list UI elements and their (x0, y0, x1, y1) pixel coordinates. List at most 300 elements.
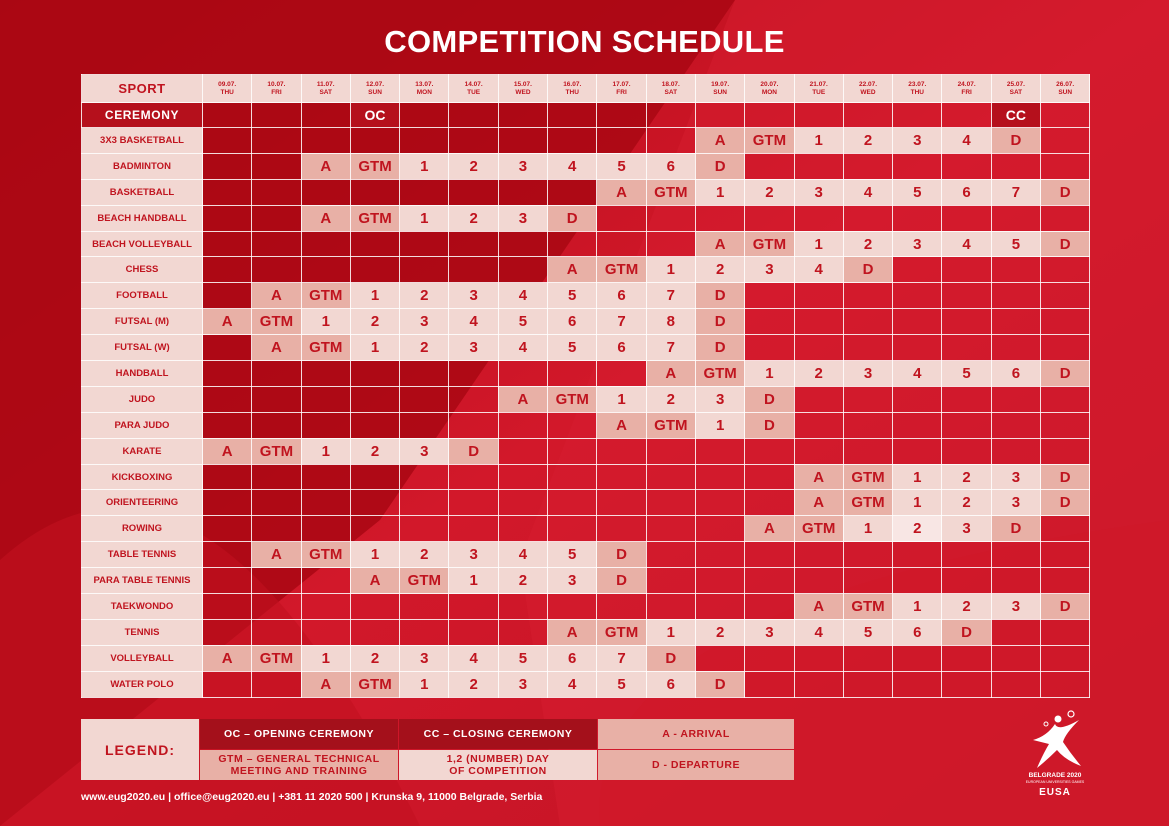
schedule-cell-empty (695, 103, 744, 128)
sport-row (82, 568, 1090, 594)
schedule-cell: 7 (597, 309, 646, 335)
sport-name: FUTSAL (W) (82, 335, 203, 361)
schedule-cell-empty (498, 594, 547, 620)
schedule-cell: A (548, 619, 597, 645)
day-header (695, 75, 744, 103)
schedule-cell-empty (893, 412, 942, 438)
schedule-cell-empty (252, 257, 301, 283)
schedule-cell: 3 (449, 335, 498, 361)
schedule-cell: 4 (498, 283, 547, 309)
schedule-cell: GTM (597, 619, 646, 645)
schedule-cell-empty (1041, 309, 1090, 335)
schedule-cell: 6 (548, 309, 597, 335)
schedule-cell: A (794, 594, 843, 620)
schedule-cell: 2 (449, 153, 498, 179)
schedule-cell: GTM (843, 490, 892, 516)
schedule-cell: 4 (794, 257, 843, 283)
schedule-cell-empty (203, 516, 252, 542)
schedule-cell: 2 (449, 205, 498, 231)
schedule-cell-empty (400, 257, 449, 283)
schedule-cell: D (843, 257, 892, 283)
sport-name: WATER POLO (82, 671, 203, 697)
schedule-cell: 3 (893, 128, 942, 154)
schedule-cell-empty (893, 386, 942, 412)
schedule-cell-empty (695, 516, 744, 542)
sport-name: KARATE (82, 438, 203, 464)
schedule-cell-empty (301, 231, 350, 257)
schedule-cell: 7 (597, 645, 646, 671)
schedule-cell-empty (252, 594, 301, 620)
schedule-cell: D (745, 386, 794, 412)
schedule-cell-empty (597, 103, 646, 128)
legend-arrival: A - ARRIVAL (598, 719, 794, 749)
schedule-cell-empty (843, 568, 892, 594)
schedule-cell-empty (991, 205, 1040, 231)
schedule-cell-empty (449, 619, 498, 645)
sport-row (82, 361, 1090, 387)
schedule-cell-empty (400, 128, 449, 154)
schedule-cell-empty (597, 490, 646, 516)
schedule-cell: 1 (843, 516, 892, 542)
day-weekday: SUN (368, 88, 382, 96)
schedule-cell: GTM (745, 231, 794, 257)
schedule-cell-empty (498, 179, 547, 205)
day-header (1041, 75, 1090, 103)
schedule-cell: 7 (991, 179, 1040, 205)
day-header (745, 75, 794, 103)
schedule-cell-empty (646, 516, 695, 542)
schedule-cell: 2 (400, 335, 449, 361)
schedule-cell-empty (203, 361, 252, 387)
schedule-cell: 1 (350, 335, 399, 361)
schedule-cell: 5 (548, 283, 597, 309)
schedule-cell-empty (548, 594, 597, 620)
schedule-cell: 5 (893, 179, 942, 205)
sport-name: CHESS (82, 257, 203, 283)
schedule-cell: D (991, 128, 1040, 154)
schedule-cell-empty (794, 283, 843, 309)
schedule-cell-empty (1041, 412, 1090, 438)
logo-subtitle: EUROPEAN UNIVERSITIES GAMES (1025, 780, 1085, 784)
schedule-cell-empty (942, 412, 991, 438)
schedule-cell-empty (991, 568, 1040, 594)
schedule-cell-empty (745, 542, 794, 568)
schedule-cell-empty (843, 671, 892, 697)
schedule-cell-empty (301, 619, 350, 645)
schedule-cell-empty (498, 231, 547, 257)
schedule-cell-empty (991, 542, 1040, 568)
schedule-cell: 1 (695, 179, 744, 205)
sport-name: BEACH VOLLEYBALL (82, 231, 203, 257)
schedule-cell-empty (695, 542, 744, 568)
sport-row (82, 205, 1090, 231)
day-header (350, 75, 399, 103)
schedule-cell-empty (203, 594, 252, 620)
schedule-cell: GTM (843, 594, 892, 620)
schedule-cell-empty (252, 671, 301, 697)
schedule-cell: 2 (794, 361, 843, 387)
day-weekday: WED (860, 88, 876, 96)
schedule-cell-empty (893, 671, 942, 697)
schedule-cell: 3 (449, 542, 498, 568)
schedule-cell-empty (1041, 542, 1090, 568)
schedule-cell: 2 (449, 671, 498, 697)
schedule-cell: 5 (991, 231, 1040, 257)
schedule-cell: 4 (548, 671, 597, 697)
day-weekday: MON (416, 88, 432, 96)
schedule-cell: 2 (695, 257, 744, 283)
sport-row (82, 335, 1090, 361)
schedule-cell: A (350, 568, 399, 594)
schedule-cell: 1 (794, 231, 843, 257)
schedule-cell-empty (942, 645, 991, 671)
schedule-cell-empty (301, 412, 350, 438)
day-date: 17.07. (612, 80, 631, 88)
sport-row (82, 542, 1090, 568)
schedule-cell-empty (991, 619, 1040, 645)
schedule-cell-empty (597, 128, 646, 154)
schedule-cell: A (203, 309, 252, 335)
schedule-cell-empty (991, 386, 1040, 412)
schedule-cell-empty (301, 490, 350, 516)
schedule-cell-empty (991, 412, 1040, 438)
schedule-cell-empty (449, 594, 498, 620)
schedule-cell-empty (449, 361, 498, 387)
schedule-cell-empty (942, 257, 991, 283)
day-date: 18.07. (661, 80, 680, 88)
day-header (843, 75, 892, 103)
schedule-cell: 1 (893, 464, 942, 490)
schedule-cell-empty (498, 464, 547, 490)
schedule-cell-empty (942, 153, 991, 179)
schedule-cell-empty (301, 103, 350, 128)
day-date: 25.07. (1006, 80, 1025, 88)
schedule-cell-empty (597, 464, 646, 490)
logo-city: BELGRADE 2020 (1028, 772, 1082, 779)
schedule-cell-empty (991, 309, 1040, 335)
schedule-cell-empty (1041, 386, 1090, 412)
schedule-cell-empty (548, 231, 597, 257)
schedule-cell: 3 (794, 179, 843, 205)
sport-name: VOLLEYBALL (82, 645, 203, 671)
legend-label: LEGEND: (81, 719, 199, 780)
schedule-cell: GTM (745, 128, 794, 154)
legend-opening-ceremony: OC – OPENING CEREMONY (200, 719, 398, 749)
sport-name: BADMINTON (82, 153, 203, 179)
schedule-cell: 1 (301, 309, 350, 335)
schedule-cell: A (301, 153, 350, 179)
schedule-cell: D (745, 412, 794, 438)
schedule-cell: 4 (843, 179, 892, 205)
day-weekday: SUN (713, 88, 727, 96)
day-weekday: SUN (1058, 88, 1073, 96)
schedule-cell-empty (1041, 257, 1090, 283)
day-date: 26.07. (1056, 80, 1075, 88)
schedule-cell-empty (203, 464, 252, 490)
schedule-cell: 3 (745, 257, 794, 283)
day-date: 15.07. (513, 80, 532, 88)
day-date: 13.07. (415, 80, 434, 88)
sport-name: JUDO (82, 386, 203, 412)
schedule-cell-empty (203, 542, 252, 568)
schedule-cell: 5 (548, 335, 597, 361)
schedule-cell: 1 (646, 619, 695, 645)
schedule-cell-empty (695, 645, 744, 671)
day-date: 16.07. (563, 80, 582, 88)
schedule-cell: 6 (646, 153, 695, 179)
schedule-cell-empty (991, 257, 1040, 283)
day-header (991, 75, 1040, 103)
schedule-cell-empty (745, 309, 794, 335)
schedule-cell-empty (646, 464, 695, 490)
schedule-cell: A (695, 231, 744, 257)
day-header (794, 75, 843, 103)
schedule-cell-empty (203, 179, 252, 205)
schedule-cell: D (1041, 464, 1090, 490)
schedule-cell-empty (942, 205, 991, 231)
schedule-cell: GTM (843, 464, 892, 490)
schedule-cell-empty (1041, 438, 1090, 464)
schedule-cell: A (301, 671, 350, 697)
schedule-cell-empty (597, 516, 646, 542)
day-date: 21.07. (809, 80, 828, 88)
schedule-cell-empty (745, 153, 794, 179)
schedule-cell-empty (548, 438, 597, 464)
schedule-cell-empty (350, 386, 399, 412)
schedule-cell-empty (794, 309, 843, 335)
schedule-cell-empty (794, 568, 843, 594)
schedule-cell: 3 (498, 153, 547, 179)
schedule-cell-empty (942, 309, 991, 335)
schedule-cell-empty (252, 619, 301, 645)
schedule-cell: D (1041, 361, 1090, 387)
schedule-cell: 3 (498, 671, 547, 697)
schedule-table (81, 74, 1090, 698)
schedule-cell-empty (252, 361, 301, 387)
schedule-cell-empty (400, 386, 449, 412)
schedule-cell: 3 (991, 594, 1040, 620)
schedule-cell-empty (794, 205, 843, 231)
schedule-cell-empty (400, 179, 449, 205)
schedule-cell: 2 (942, 464, 991, 490)
schedule-cell-empty (1041, 671, 1090, 697)
schedule-cell-empty (597, 231, 646, 257)
schedule-cell: A (646, 361, 695, 387)
schedule-cell-empty (942, 335, 991, 361)
schedule-cell-empty (695, 438, 744, 464)
schedule-cell-empty (252, 205, 301, 231)
schedule-cell: 2 (646, 386, 695, 412)
day-date: 19.07. (711, 80, 730, 88)
day-weekday: SAT (319, 88, 332, 96)
schedule-cell-empty (646, 542, 695, 568)
schedule-cell-empty (942, 542, 991, 568)
schedule-cell: GTM (646, 179, 695, 205)
schedule-cell: D (695, 283, 744, 309)
schedule-cell-empty (794, 103, 843, 128)
schedule-cell-empty (893, 309, 942, 335)
schedule-cell-empty (843, 205, 892, 231)
schedule-cell-empty (449, 464, 498, 490)
schedule-cell: A (794, 464, 843, 490)
schedule-cell: GTM (350, 205, 399, 231)
page-title: COMPETITION SCHEDULE (384, 24, 785, 59)
schedule-cell: A (745, 516, 794, 542)
schedule-cell: 5 (597, 671, 646, 697)
schedule-cell: 5 (942, 361, 991, 387)
schedule-cell: 1 (400, 205, 449, 231)
schedule-cell-empty (203, 335, 252, 361)
schedule-cell-empty (301, 464, 350, 490)
athlete-logo-icon (1025, 710, 1085, 770)
schedule-cell: GTM (252, 309, 301, 335)
schedule-cell: 1 (350, 283, 399, 309)
sport-row (82, 490, 1090, 516)
schedule-cell-empty (745, 283, 794, 309)
schedule-cell-empty (942, 438, 991, 464)
sport-row (82, 128, 1090, 154)
schedule-cell-empty (794, 386, 843, 412)
schedule-cell: D (597, 542, 646, 568)
schedule-cell-empty (400, 361, 449, 387)
day-weekday: TUE (467, 88, 481, 96)
schedule-cell: 2 (942, 490, 991, 516)
schedule-cell-empty (449, 257, 498, 283)
schedule-cell-empty (745, 594, 794, 620)
schedule-cell-empty (350, 231, 399, 257)
schedule-cell-empty (498, 128, 547, 154)
schedule-cell: 3 (893, 231, 942, 257)
schedule-cell-empty (252, 464, 301, 490)
schedule-cell-empty (498, 361, 547, 387)
schedule-cell-empty (400, 490, 449, 516)
schedule-cell-empty (301, 568, 350, 594)
schedule-cell-empty (498, 490, 547, 516)
sport-row (82, 283, 1090, 309)
schedule-cell-empty (942, 103, 991, 128)
schedule-cell-empty (252, 128, 301, 154)
schedule-cell-empty (1041, 619, 1090, 645)
schedule-cell: 2 (695, 619, 744, 645)
sport-row (82, 619, 1090, 645)
schedule-cell: GTM (794, 516, 843, 542)
schedule-cell-empty (548, 516, 597, 542)
schedule-cell-empty (350, 464, 399, 490)
schedule-cell-empty (350, 619, 399, 645)
schedule-cell-empty (646, 568, 695, 594)
schedule-cell-empty (991, 438, 1040, 464)
sport-name: TENNIS (82, 619, 203, 645)
schedule-cell: 5 (843, 619, 892, 645)
schedule-cell-empty (1041, 335, 1090, 361)
schedule-cell: 5 (498, 309, 547, 335)
schedule-cell-empty (843, 283, 892, 309)
schedule-cell: 2 (745, 179, 794, 205)
schedule-cell-empty (794, 645, 843, 671)
schedule-cell-empty (745, 568, 794, 594)
sport-name: ORIENTEERING (82, 490, 203, 516)
sport-name: HANDBALL (82, 361, 203, 387)
schedule-cell-empty (794, 438, 843, 464)
schedule-cell-empty (893, 568, 942, 594)
schedule-cell-empty (646, 103, 695, 128)
schedule-cell: 1 (301, 438, 350, 464)
day-header (646, 75, 695, 103)
schedule-cell-empty (1041, 205, 1090, 231)
day-header (252, 75, 301, 103)
schedule-cell-empty (646, 490, 695, 516)
schedule-cell-empty (400, 231, 449, 257)
schedule-cell-empty (991, 153, 1040, 179)
schedule-cell: 7 (646, 283, 695, 309)
schedule-cell-empty (252, 568, 301, 594)
schedule-cell-empty (498, 103, 547, 128)
day-header (597, 75, 646, 103)
schedule-cell: GTM (350, 153, 399, 179)
schedule-cell-empty (449, 103, 498, 128)
schedule-cell-empty (449, 231, 498, 257)
schedule-cell-empty (893, 205, 942, 231)
day-date: 14.07. (464, 80, 483, 88)
schedule-cell-empty (548, 179, 597, 205)
schedule-cell: 3 (991, 490, 1040, 516)
schedule-cell: 4 (449, 645, 498, 671)
schedule-cell-empty (203, 257, 252, 283)
schedule-cell-empty (695, 568, 744, 594)
schedule-cell: A (548, 257, 597, 283)
schedule-cell: A (203, 438, 252, 464)
schedule-cell-empty (301, 516, 350, 542)
sport-row (82, 257, 1090, 283)
schedule-cell-empty (745, 205, 794, 231)
schedule-cell-empty (843, 645, 892, 671)
schedule-cell-empty (498, 438, 547, 464)
schedule-cell-empty (301, 361, 350, 387)
day-date: 22.07. (858, 80, 878, 88)
schedule-cell-empty (942, 671, 991, 697)
schedule-cell-empty (203, 386, 252, 412)
schedule-cell-empty (1041, 645, 1090, 671)
day-date: 12.07. (366, 80, 385, 88)
schedule-cell: A (597, 179, 646, 205)
schedule-cell-empty (745, 464, 794, 490)
day-weekday: THU (565, 88, 579, 96)
schedule-cell-empty (350, 179, 399, 205)
schedule-cell: 1 (350, 542, 399, 568)
schedule-cell-empty (893, 542, 942, 568)
schedule-cell-empty (350, 490, 399, 516)
schedule-cell-empty (548, 103, 597, 128)
schedule-cell: A (252, 283, 301, 309)
sport-name: PARA TABLE TENNIS (82, 568, 203, 594)
schedule-cell: 1 (893, 490, 942, 516)
schedule-cell-empty (843, 438, 892, 464)
schedule-cell-empty (548, 128, 597, 154)
day-header (893, 75, 942, 103)
schedule-cell: GTM (252, 645, 301, 671)
sport-row (82, 179, 1090, 205)
sport-row (82, 309, 1090, 335)
schedule-cell-empty (301, 594, 350, 620)
schedule-cell-empty (252, 412, 301, 438)
schedule-cell-empty (794, 153, 843, 179)
schedule-cell-empty (745, 671, 794, 697)
schedule-cell: A (252, 335, 301, 361)
schedule-cell: 2 (843, 231, 892, 257)
schedule-cell: D (548, 205, 597, 231)
schedule-cell: 1 (449, 568, 498, 594)
day-weekday: THU (220, 88, 234, 96)
